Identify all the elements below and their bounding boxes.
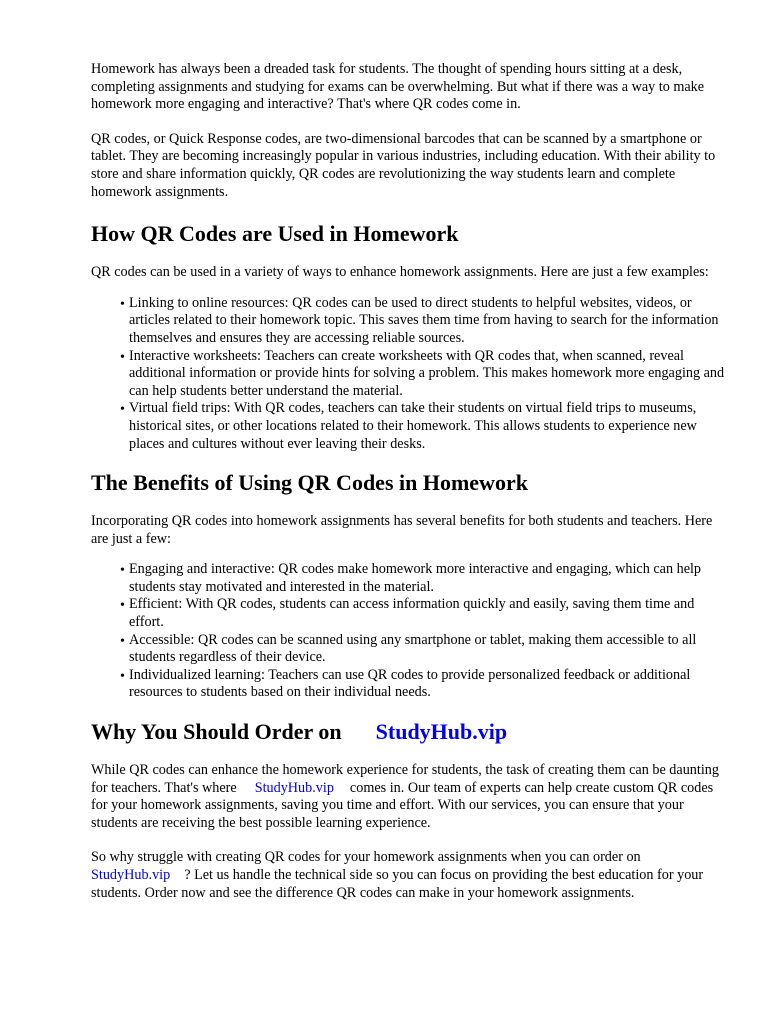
section-heading-benefits: The Benefits of Using QR Codes in Homework <box>91 470 528 496</box>
section-heading-uses: How QR Codes are Used in Homework <box>91 221 459 247</box>
order-p2-text-before: So why struggle with creating QR codes for your homework assignments when you can order on <box>91 849 641 866</box>
list-item: • Interactive worksheets: Teachers can create worksheets with QR codes that, when scanned, reveal additional information or provide hints for solving a problem. This makes homework more engaging and can help students better understand the material. <box>129 348 731 401</box>
order-heading-text: Why You Should Order on <box>91 719 342 745</box>
studyhub-inline-link-2[interactable]: StudyHub.vip <box>91 867 171 883</box>
order-p1-text-after: comes in. Our team of experts can help create custom QR codes for your homework assignments, saving you time and effort. With our services, you can ensure that your students are receiving the best possible learning experience. <box>91 779 714 831</box>
uses-list <box>91 295 731 453</box>
list-item: • Efficient: With QR codes, students can access information quickly and easily, saving them time and effort. <box>129 596 731 631</box>
list-item: • Accessible: QR codes can be scanned using any smartphone or tablet, making them accessible to all students regardless of their device. <box>129 632 731 667</box>
list-item: • Individualized learning: Teachers can use QR codes to provide personalized feedback or additional resources to students based on their individual needs. <box>129 667 731 702</box>
studyhub-heading-link[interactable]: StudyHub.vip <box>375 719 508 745</box>
order-p2-text-after: ? Let us handle the technical side so you can focus on providing the best education for your students. Order now and see the difference QR codes can make in your homework assignments. <box>91 867 704 901</box>
section-heading-order <box>91 719 731 745</box>
list-item: • Linking to online resources: QR codes can be used to direct students to helpful websites, videos, or articles related to their homework topic. This saves them time from having to search for the information themselves and ensures they are accessing reliable sources. <box>129 295 731 348</box>
intro-paragraph-2: QR codes, or Quick Response codes, are two-dimensional barcodes that can be scanned by a smartphone or tablet. They are becoming increasingly popular in various industries, including education. With their ability to store and share information quickly, QR codes are revolutionizing the way students learn and complete homework assignments. <box>91 130 716 200</box>
document-page <box>91 61 731 902</box>
intro-paragraph-1: Homework has always been a dreaded task for students. The thought of spending hours sitting at a desk, completing assignments and studying for exams can be overwhelming. But what if there was a way to make homework more engaging and interactive? That's where QR codes come in. <box>91 61 705 113</box>
list-item: • Virtual field trips: With QR codes, teachers can take their students on virtual field trips to museums, historical sites, or other locations related to their homework. This allows students to experience new places and cultures without ever leaving their desks. <box>129 400 731 453</box>
order-paragraph-2 <box>91 849 731 902</box>
section-uses-lead: QR codes can be used in a variety of ways to enhance homework assignments. Here are just a few examples: <box>91 264 709 281</box>
studyhub-inline-link[interactable]: StudyHub.vip <box>254 779 334 796</box>
list-item: • Engaging and interactive: QR codes make homework more interactive and engaging, which can help students stay motivated and interested in the material. <box>129 561 731 596</box>
section-benefits-lead: Incorporating QR codes into homework assignments has several benefits for both students and teachers. Here are just a few: <box>91 513 713 547</box>
benefits-list <box>91 561 731 702</box>
order-p1-text-before: While QR codes can enhance the homework experience for students, the task of creating them can be daunting for teachers. That's where <box>91 762 719 796</box>
order-paragraph-1 <box>91 762 731 832</box>
